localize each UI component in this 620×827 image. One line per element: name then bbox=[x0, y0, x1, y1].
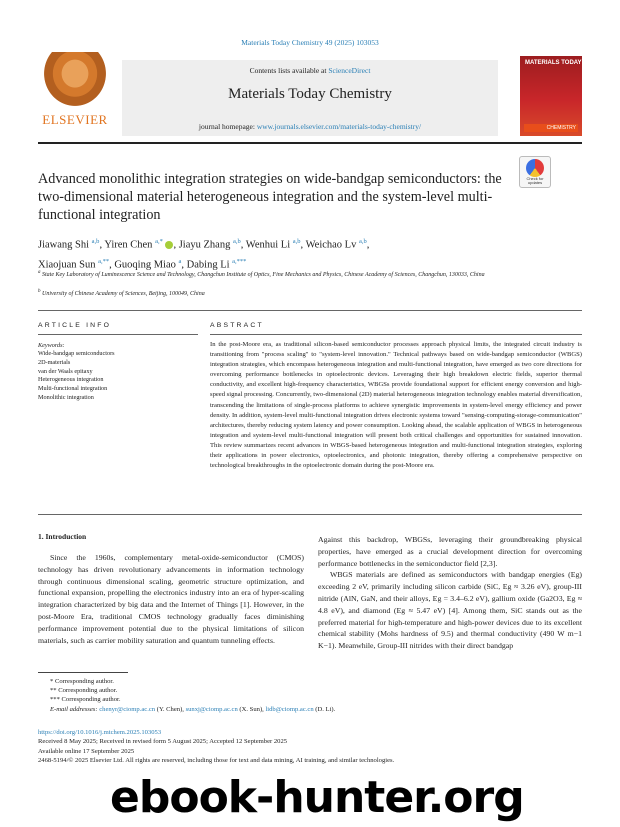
intro-column-1: Since the 1960s, complementary metal-oxide-semiconductor (CMOS) technology has driven revolutionary advancements in information technology through continuous dimensional scaling, geometric structure optimization, and functional expansion, propelling the electronics industry into an era of hyper-scaling integration characterized by big data and the Internet of Things [1]. However, in the post-Moore Era, traditional CMOS technology gradually faces diminishing performance improvement potential due to the physical limitations of silicon materials, such as carrier mobility saturation and quantum tunneling effects. bbox=[38, 553, 304, 645]
affiliation-a bbox=[38, 268, 578, 280]
intro-column-2 bbox=[318, 534, 582, 652]
keyword-item: van der Waals epitaxy bbox=[38, 367, 93, 375]
contents-line bbox=[122, 66, 498, 75]
abstract-text: In the post-Moore era, as traditional silicon-based semiconductor processes approach physical limits, the integrated circuit industry is transitioning from "process scaling" to "system-level innovation." Technical pathways based on wide-bandgap semiconductor (WBGS) integration strategies, which encompass heterogeneous integration and multi-functional integration, have emerged as two core directions for overcoming performance bottlenecks in optoelectronic devices. Leveraging their high breakdown electric fields, superior thermal conductivity, and excellent high-frequency characteristics, WBGSs provide foundational support for efficient energy conversion and high-speed signal processing. Concurrently, two-dimensional (2D) material heterogeneous integration technology enables material diversification, transcending the limitations of single-process platforms to achieve synergistic improvements in system-level energy efficiency and power density. In addition, system-level multi-functional integration drives electronic systems toward "sensing-computing-storage-communication" architectures, thereby reducing system latency and power consumption. Looking ahead, the scalable application of WBGS in heterogeneous integration and system-level multi-functional integration will present both critical challenges and opportunities for sustained innovation. This review summarizes recent advances in WBGS-based heterogeneous integration and multi-functional integration strategies, exploring their applications in power electronics, optoelectronics, and photonic integration, thereby offering a comprehensive perspective on technological breakthroughs in the optoelectronic domain during the post-Moore era. bbox=[210, 341, 582, 470]
keywords-list bbox=[38, 350, 115, 403]
affiliation-mark: b bbox=[38, 289, 41, 294]
author-list: Jiawang Shi $^{a,b}$, Yiren Chen $^{a,*}$ , Jiayu Zhang $^{a,b}$, Wenhui Li $^{a,b}$, Weichao Lv $^{a,b}$, Xiaojuan Sun $^{a,**}$, Guoqing Miao $^a$, Dabing Li $^{a,***}$ bbox=[38, 238, 370, 270]
available-online: Available online 17 September 2025 bbox=[38, 747, 135, 755]
author-affil-mark[interactable]: a,b bbox=[292, 238, 301, 245]
email-owner: (X. Sun), bbox=[237, 705, 266, 713]
author-name[interactable]: Jiawang Shi bbox=[38, 239, 90, 251]
journal-title: Materials Today Chemistry bbox=[228, 86, 392, 102]
intro-paragraph: Against this backdrop, WBGSs, leveraging their groundbreaking physical properties, have emerged as a crucial development direction for overcoming performance bottlenecks in the semiconductor field [2,3]. bbox=[318, 535, 582, 568]
author-affil-mark[interactable]: a,*** bbox=[232, 257, 247, 265]
affiliation-mark: a bbox=[38, 270, 41, 275]
keyword-item: Multi-functional integration bbox=[38, 385, 108, 393]
keywords-label: Keywords: bbox=[38, 342, 65, 349]
email-label: E-mail addresses: bbox=[50, 705, 98, 713]
author-name[interactable]: Guoqing Miao bbox=[114, 259, 176, 270]
check-updates-label: Check for updates bbox=[526, 176, 544, 185]
cover-strip: CHEMISTRY bbox=[524, 124, 578, 132]
author-affil-mark[interactable]: a,b bbox=[358, 238, 367, 245]
author-name[interactable]: Weichao Lv bbox=[305, 239, 357, 251]
article-title: Advanced monolithic integration strategies on wide-bandgap semiconductors: the two-dimensional material heterogeneous integration and the system-level multi-functional integration bbox=[38, 171, 502, 223]
author-affil-mark[interactable]: a bbox=[178, 257, 182, 265]
email-owner: (D. Li). bbox=[313, 705, 336, 713]
received-dates: Received 8 May 2025; Received in revised form 5 August 2025; Accepted 12 September 2025 bbox=[38, 738, 288, 746]
author-name[interactable]: Dabing Li bbox=[186, 259, 230, 270]
header-rule bbox=[38, 142, 582, 144]
cover-title: MATERIALS TODAY bbox=[525, 60, 582, 66]
author-affil-mark[interactable]: a,b bbox=[91, 238, 100, 245]
footnote-line: *** Corresponding author. bbox=[50, 696, 121, 704]
footnote-rule bbox=[38, 672, 128, 673]
email-link[interactable]: lidb@ciomp.ac.cn bbox=[265, 705, 314, 713]
article-info-rule bbox=[38, 334, 198, 335]
affiliation-b bbox=[38, 287, 578, 299]
affiliations-divider bbox=[38, 310, 582, 311]
abstract-bottom-rule bbox=[38, 514, 582, 515]
sciencedirect-link[interactable]: ScienceDirect bbox=[328, 66, 371, 75]
journal-citation-line[interactable]: Materials Today Chemistry 49 (2025) 103053 bbox=[241, 38, 379, 47]
publisher-name: ELSEVIER bbox=[42, 112, 108, 127]
footnote-line: ** Corresponding author. bbox=[50, 687, 118, 695]
check-for-updates-button[interactable] bbox=[519, 156, 551, 188]
publication-info bbox=[38, 728, 394, 766]
author-name[interactable]: Yiren Chen bbox=[104, 239, 153, 251]
journal-homepage-line bbox=[122, 122, 498, 131]
email-line bbox=[38, 705, 335, 714]
check-updates-icon bbox=[526, 159, 544, 177]
author-affil-mark[interactable]: a,b bbox=[232, 238, 241, 245]
contents-prefix: Contents lists available at bbox=[249, 66, 329, 75]
footnote-line: * Corresponding author. bbox=[50, 678, 114, 685]
intro-paragraph: WBGS materials are defined as semiconductors with bandgap energies (Eg) exceeding 2 eV, primarily including silicon carbide (SiC, Eg ≈ 3.26 eV), group-III nitride (AlN, GaN, and their alloys, Eg = 3.4–6.2 eV), gallium oxide (Ga2O3, Eg ≈ 4.8 eV), and diamond (Eg ≈ 5.47 eV) [4]. Among them, SiC stands out as the preferred material for high-temperature and high-power devices due to its excellent chemical stability (Mohs hardness of 9.5) and thermal conductivity (490 W m−1 K−1). Meanwhile, Group-III nitrides with their direct bandgap bbox=[318, 570, 582, 651]
author-affil-mark[interactable]: a,** bbox=[98, 257, 110, 265]
author-name[interactable]: Xiaojuan Sun bbox=[38, 259, 96, 270]
affiliation-text: State Key Laboratory of Luminescence Science and Technology, Changchun Institute of Optics, Fine Mechanics and Physics, Chinese Academy of Sciences, Changchun, 130033, China bbox=[42, 272, 485, 278]
journal-cover-image bbox=[520, 56, 582, 136]
article-info-heading: ARTICLE INFO bbox=[38, 322, 112, 329]
keyword-item: Heterogeneous integration bbox=[38, 376, 104, 384]
doi-link[interactable]: https://doi.org/10.1016/j.mtchem.2025.103053 bbox=[38, 729, 162, 736]
author-name[interactable]: Wenhui Li bbox=[245, 239, 291, 251]
author-name[interactable]: Jiayu Zhang bbox=[178, 239, 231, 251]
affiliation-text: University of Chinese Academy of Sciences, Beijing, 100049, China bbox=[42, 291, 205, 297]
keyword-item: 2D-materials bbox=[38, 358, 71, 366]
email-link[interactable]: sunxj@ciomp.ac.cn bbox=[185, 705, 238, 713]
abstract-heading: ABSTRACT bbox=[210, 322, 264, 329]
abstract-rule bbox=[210, 334, 582, 335]
elsevier-tree-icon bbox=[44, 52, 106, 106]
keyword-item: Wide-bandgap semiconductors bbox=[38, 350, 115, 357]
orcid-icon[interactable] bbox=[165, 241, 173, 249]
email-owner: (Y. Chen), bbox=[155, 705, 186, 713]
copyright-line: 2468-5194/© 2025 Elsevier Ltd. All rights are reserved, including those for text and data mining, AI training, and similar technologies. bbox=[38, 757, 395, 765]
homepage-prefix: journal homepage: bbox=[198, 122, 257, 131]
watermark: ebook-hunter.org bbox=[110, 772, 524, 823]
keyword-item: Monolithic integration bbox=[38, 393, 94, 401]
section-heading-introduction: 1. Introduction bbox=[38, 532, 87, 541]
author-affil-mark[interactable]: a,* bbox=[155, 238, 163, 245]
email-link[interactable]: chenyr@ciomp.ac.cn bbox=[99, 705, 156, 713]
elsevier-logo bbox=[38, 52, 112, 134]
journal-homepage-link[interactable]: www.journals.elsevier.com/materials-today-chemistry/ bbox=[256, 122, 422, 131]
footnotes bbox=[38, 677, 335, 714]
